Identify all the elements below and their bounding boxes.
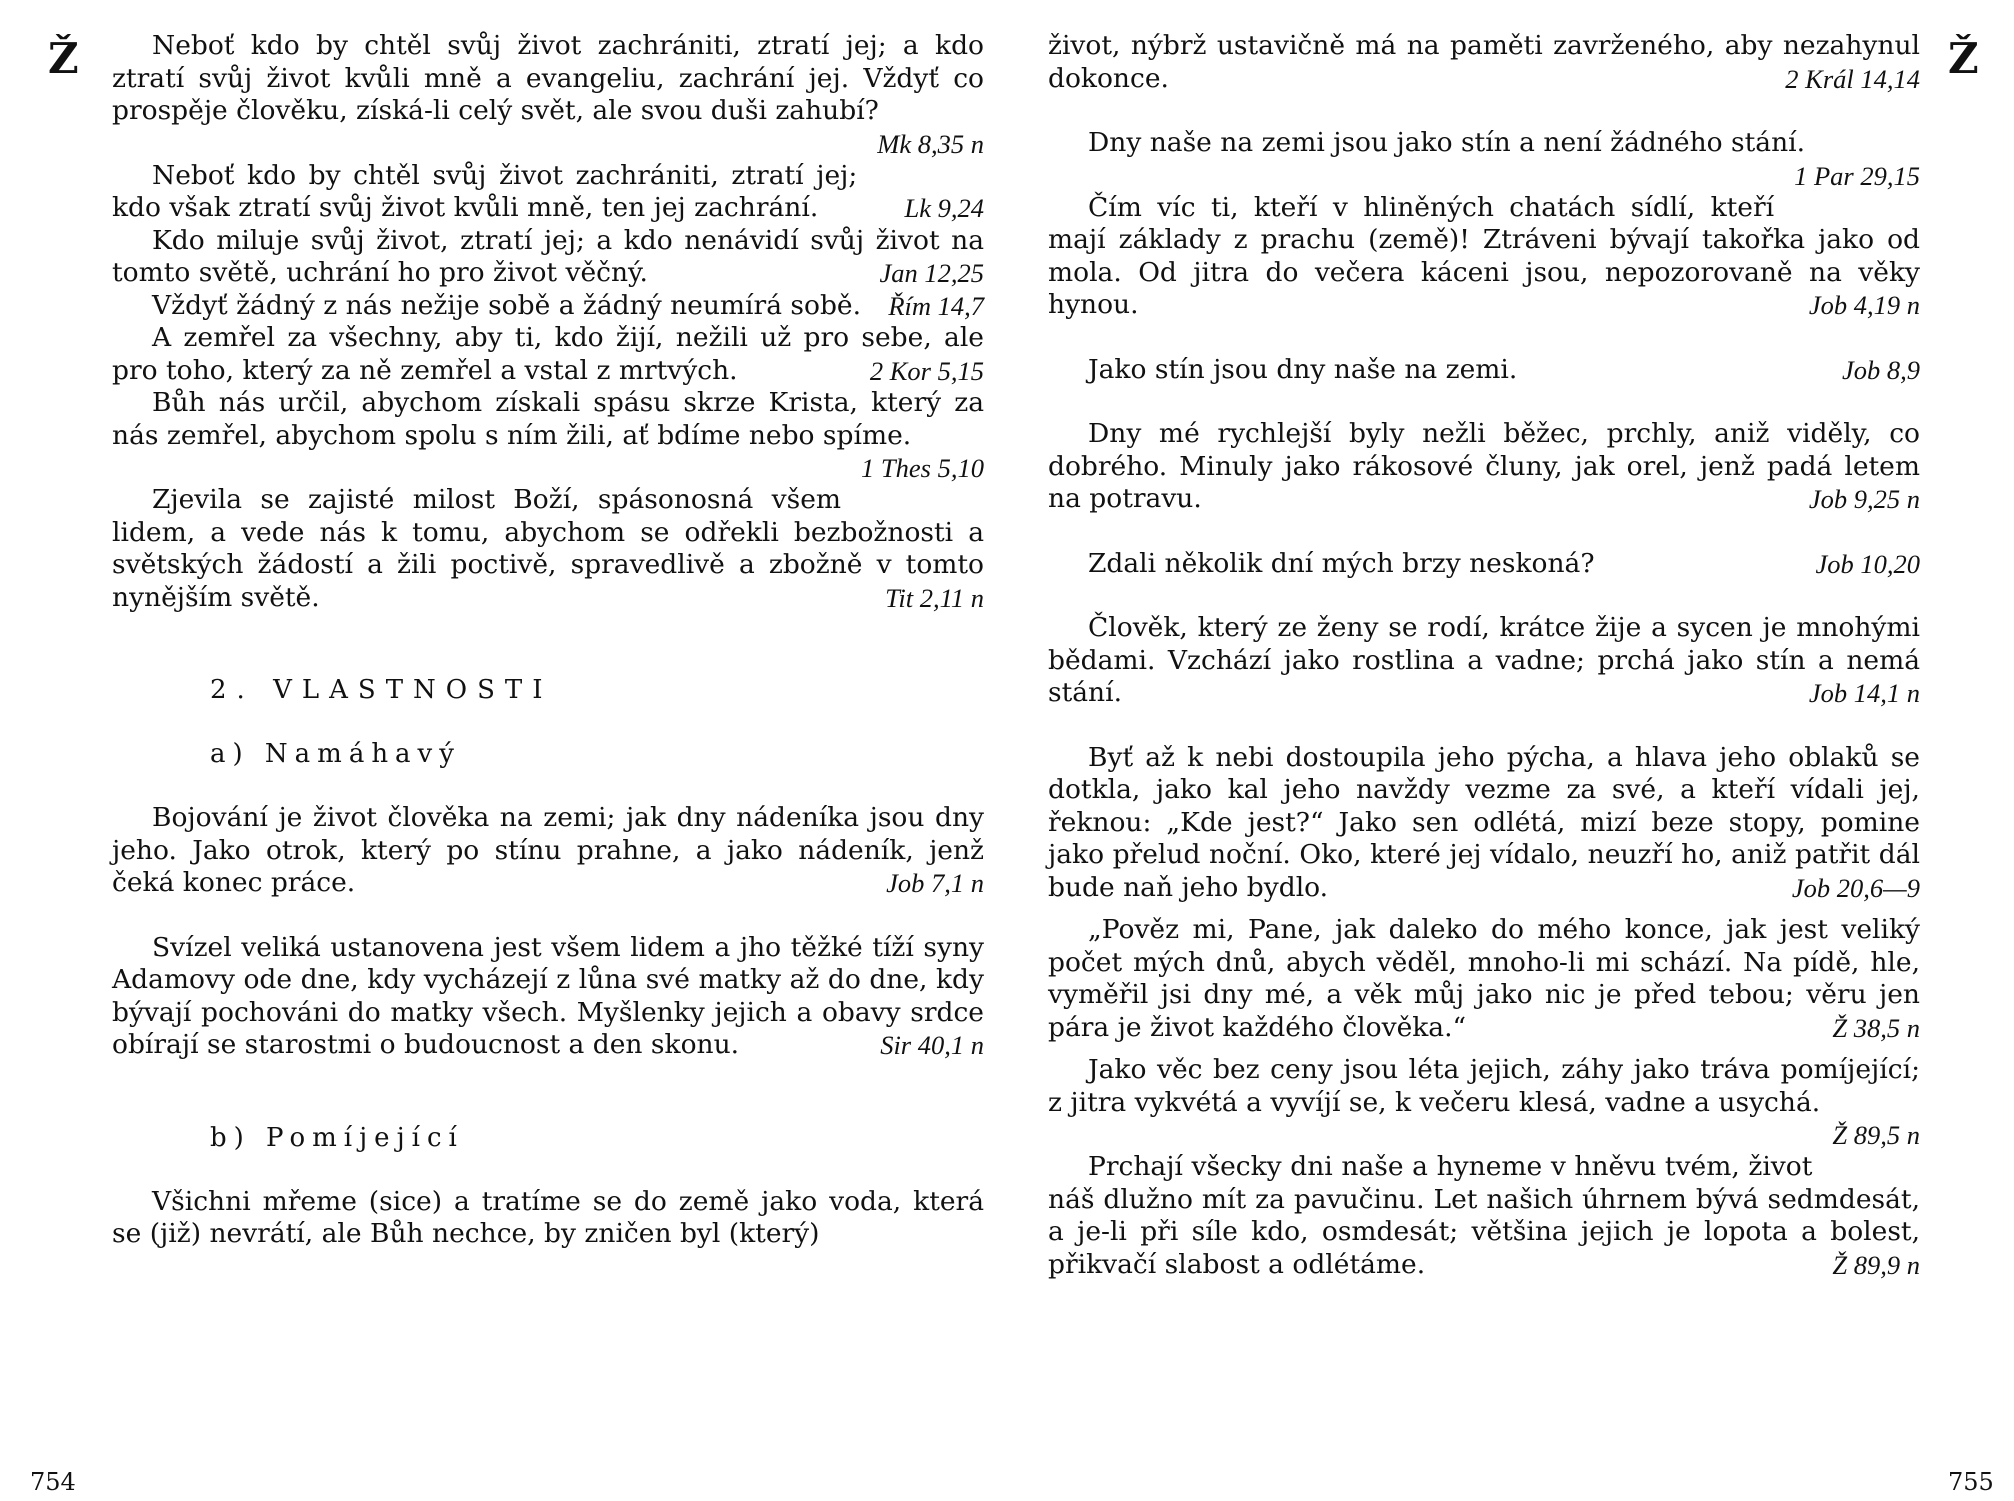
subsection-heading: a) Namáhavý	[210, 739, 461, 769]
verse-paragraph: Bůh nás určil, abychom získali spásu skrze Krista, který za nás zemřel, abychom spolu s ním žili, ať bdíme nebo spíme. 1 Thes 5,10	[112, 387, 984, 483]
verse-reference: Job 14,1 n	[1808, 678, 1920, 708]
verse-paragraph: život, nýbrž ustavičně má na paměti zavrženého, aby nezahynul dokonce. 2 Král 14,14	[1048, 30, 1920, 94]
verse-paragraph: Dny mé rychlejší byly nežli běžec, prchly, aniž viděly, co dobrého. Minuly jako rákosové čluny, jak orel, jenž padá letem na potravu. Job 9,25 n	[1048, 418, 1920, 514]
page-number-left: 754	[30, 1468, 76, 1496]
verse-reference: Job 10,20	[1815, 548, 1920, 579]
verse-paragraph: Vždyť žádný z nás nežije sobě a žádný neumírá sobě. Řím 14,7	[152, 289, 984, 321]
verse-reference: Mk 8,35 n	[877, 128, 984, 159]
verse-paragraph: Jako stín jsou dny naše na zemi. Job 8,9	[1088, 353, 1920, 385]
verse-reference: Job 9,25 n	[1808, 484, 1920, 514]
right-page	[1048, 30, 1920, 1281]
verse-reference: Jan 12,25	[879, 258, 984, 288]
verse-reference: 2 Kor 5,15	[869, 355, 984, 386]
verse-reference: Řím 14,7	[888, 290, 984, 321]
verse-reference: Tit 2,11 n	[885, 582, 984, 613]
verse-reference: Ž 89,9 n	[1832, 1249, 1920, 1280]
verse-paragraph: Neboť kdo by chtěl svůj život zachrániti, ztratí jej; a kdo ztratí svůj život kvůli mně a evangeliu, zachrání jej. Vždyť co prospěje člověku, získá-li celý svět, ale svou duši zahubí? Mk 8,35 n	[112, 30, 984, 159]
verse-paragraph: „Pověz mi, Pane, jak daleko do mého konce, jak jest veliký počet mých dnů, abych věděl, mnoho-li mi schází. Na pídě, hle, vyměřil jsi dny mé, a věk můj jako nic je před tebou; věru jen pára je život každého člověka.“ Ž 38,5 n	[1048, 914, 1920, 1043]
verse-reference: Lk 9,24	[904, 193, 984, 223]
verse-reference: Ž 38,5 n	[1832, 1012, 1920, 1043]
corner-letter-right: Ž	[1948, 34, 1979, 83]
page-number-right: 755	[1948, 1468, 1994, 1496]
verse-paragraph: Všichni mřeme (sice) a tratíme se do země jako voda, která se (již) nevrátí, ale Bůh nechce, by zničen byl (který)	[112, 1185, 984, 1249]
verse-paragraph: Kdo miluje svůj život, ztratí jej; a kdo nenávidí svůj život na tomto světě, uchrání ho pro život věčný. Jan 12,25	[112, 224, 984, 288]
verse-reference: Job 8,9	[1841, 354, 1920, 385]
verse-reference: 1 Thes 5,10	[861, 453, 984, 483]
verse-reference: Ž 89,5 n	[1832, 1120, 1920, 1150]
verse-reference: Job 7,1 n	[886, 868, 984, 898]
verse-paragraph: Byť až k nebi dostoupila jeho pýcha, a hlava jeho oblaků se dotkla, jako kal jeho navždy vezme za své, a kteří vídali jej, řeknou: „Kde jest?“ Jako sen odlétá, mizí beze stopy, pomine jako přelud noční. Oko, které jej vídalo, neuzří ho, aniž patřit dál bude naň jeho bydlo. Job 20,6—9	[1048, 741, 1920, 903]
corner-letter-left: Ž	[48, 34, 79, 83]
verse-paragraph: Zdali několik dní mých brzy neskoná? Job 10,20	[1088, 547, 1920, 579]
verse-paragraph: Dny naše na zemi jsou jako stín a není žádného stání. 1 Par 29,15	[1088, 127, 1920, 191]
verse-paragraph: Bojování je život člověka na zemi; jak dny nádeníka jsou dny jeho. Jako otrok, který po stínu prahne, a jako nádeník, jenž čeká konec práce. Job 7,1 n	[112, 802, 984, 898]
verse-reference: Sir 40,1 n	[880, 1030, 984, 1060]
verse-paragraph: A zemřel za všechny, aby ti, kdo žijí, nežili už pro sebe, ale pro toho, který za ně zemřel a vstal z mrtvých. 2 Kor 5,15	[112, 322, 984, 386]
verse-reference: Job 4,19 n	[1808, 290, 1920, 320]
verse-paragraph: Člověk, který ze ženy se rodí, krátce žije a sycen je mnohými bědami. Vzchází jako rostlina a vadne; prchá jako stín a nemá stání. Job 14,1 n	[1048, 612, 1920, 708]
verse-paragraph: Neboť kdo by chtěl svůj život zachrániti, ztratí jej; kdo však ztratí svůj život kvůli mně, ten jej zachrání. Lk 9,24	[112, 159, 984, 223]
subsection-heading: b) Pomíjející	[210, 1122, 464, 1153]
section-heading: 2. VLASTNOSTI	[210, 675, 553, 705]
verse-paragraph: Prchají všecky dni naše a hyneme v hněvu tvém, život náš dlužno mít za pavučinu. Let našich úhrnem bývá sedmdesát, a je-li při síle kdo, osmdesát; většina jejich je lopota a bolest, přikvačí slabost a odlétáme. Ž 89,9 n	[1048, 1151, 1920, 1280]
verse-reference: 1 Par 29,15	[1794, 160, 1920, 191]
verse-paragraph: Zjevila se zajisté milost Boží, spásonosná všem lidem, a vede nás k tomu, abychom se odřekli bezbožnosti a světských žádostí a žili poctivě, spravedlivě a zbožně v tomto nynějším světě. Tit 2,11 n	[112, 484, 984, 613]
verse-paragraph: Jako věc bez ceny jsou léta jejich, záhy jako tráva pomíjející; z jitra vykvétá a vyvíjí se, k večeru klesá, vadne a usychá. Ž 89,5 n	[1048, 1054, 1920, 1150]
left-page	[112, 30, 984, 1251]
verse-paragraph: Čím víc ti, kteří v hliněných chatách sídlí, kteří mají základy z prachu (země)! Ztráveni bývají takořka jako od mola. Od jitra do večera káceni jsou, nepozorovaně na věky hynou. Job 4,19 n	[1048, 191, 1920, 320]
verse-reference: 2 Král 14,14	[1785, 63, 1920, 94]
verse-paragraph: Svízel veliká ustanovena jest všem lidem a jho těžké tíží syny Adamovy ode dne, kdy vycházejí z lůna své matky až do dne, kdy bývají pochováni do matky všech. Myšlenky jejich a obavy srdce obírají se starostmi o budoucnost a den skonu. Sir 40,1 n	[112, 931, 984, 1060]
verse-reference: Job 20,6—9	[1791, 872, 1920, 903]
